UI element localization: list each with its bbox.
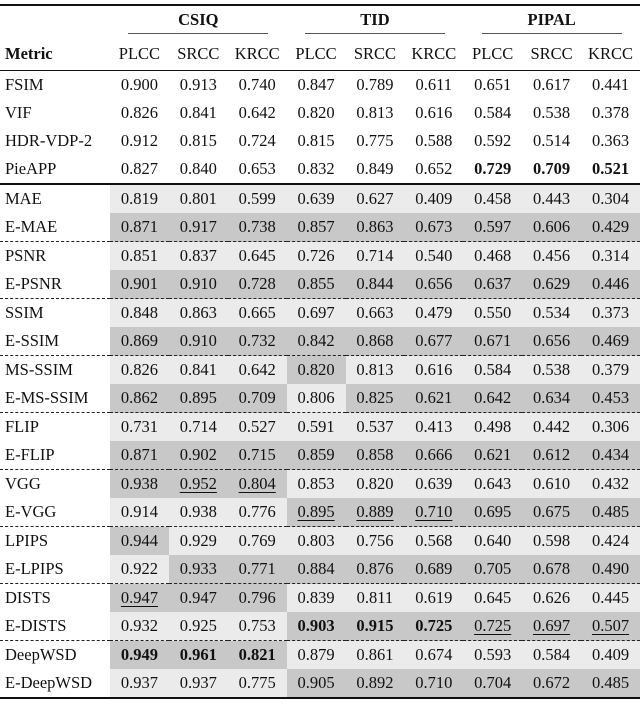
value-cell: 0.643 — [463, 470, 522, 499]
metric-name-cell: SSIM — [0, 299, 110, 328]
value-cell: 0.627 — [346, 184, 405, 213]
value-cell: 0.820 — [287, 356, 346, 385]
value-cell: 0.901 — [110, 270, 169, 299]
metric-name-cell: E-PSNR — [5, 274, 62, 293]
metric-name-cell: MS-SSIM — [0, 356, 110, 385]
group-header-csiq: CSIQ — [110, 5, 287, 38]
value-cell: 0.853 — [287, 470, 346, 499]
value-cell: 0.879 — [287, 641, 346, 670]
value-cell: 0.645 — [463, 584, 522, 613]
value-cell: 0.639 — [287, 184, 346, 213]
group-header-row — [0, 5, 640, 38]
value-cell: 0.796 — [228, 584, 287, 613]
value-cell: 0.813 — [356, 103, 394, 122]
value-cell: 0.861 — [346, 641, 405, 670]
value-cell: 0.591 — [287, 413, 346, 442]
metric-name-cell: LPIPS — [0, 527, 110, 556]
table-row — [0, 498, 640, 527]
value-cell: 0.656 — [522, 327, 581, 356]
value-cell: 0.653 — [238, 159, 276, 178]
value-cell: 0.884 — [287, 555, 346, 584]
value-cell: 0.485 — [581, 498, 640, 527]
value-cell: 0.729 — [474, 159, 512, 178]
value-cell: 0.820 — [297, 103, 335, 122]
value-cell: 0.640 — [463, 527, 522, 556]
table-row — [0, 270, 640, 299]
value-cell: 0.756 — [346, 527, 405, 556]
table-row — [0, 470, 640, 499]
value-cell: 0.479 — [404, 299, 463, 328]
value-cell: 0.663 — [346, 299, 405, 328]
value-cell: 0.815 — [179, 131, 217, 150]
table-row — [0, 299, 640, 328]
value-cell: 0.442 — [522, 413, 581, 442]
value-cell: 0.895 — [287, 498, 346, 527]
value-cell: 0.432 — [581, 470, 640, 499]
value-cell: 0.912 — [120, 131, 158, 150]
value-cell: 0.738 — [228, 213, 287, 242]
value-cell: 0.490 — [581, 555, 640, 584]
value-cell: 0.409 — [404, 184, 463, 213]
value-cell: 0.314 — [581, 242, 640, 271]
value-cell: 0.593 — [463, 641, 522, 670]
value-cell: 0.672 — [522, 669, 581, 698]
value-cell: 0.937 — [110, 669, 169, 698]
value-cell: 0.932 — [110, 612, 169, 641]
value-cell: 0.434 — [581, 441, 640, 470]
metric-name-cell: E-SSIM — [5, 331, 60, 350]
value-cell: 0.775 — [228, 669, 287, 698]
value-cell: 0.424 — [581, 527, 640, 556]
metric-name-cell: FSIM — [0, 71, 110, 100]
value-cell: 0.413 — [404, 413, 463, 442]
value-cell: 0.639 — [404, 470, 463, 499]
value-cell: 0.803 — [287, 527, 346, 556]
value-cell: 0.895 — [169, 384, 228, 413]
table-row — [0, 71, 640, 100]
value-cell: 0.868 — [346, 327, 405, 356]
value-cell: 0.944 — [110, 527, 169, 556]
value-cell: 0.710 — [404, 669, 463, 698]
value-cell: 0.378 — [591, 103, 630, 122]
value-cell: 0.642 — [238, 103, 276, 122]
value-cell: 0.697 — [287, 299, 346, 328]
subheader-cell: PLCC — [118, 44, 161, 63]
value-cell: 0.841 — [169, 356, 228, 385]
value-cell: 0.947 — [110, 584, 169, 613]
value-cell: 0.409 — [581, 641, 640, 670]
value-cell: 0.527 — [228, 413, 287, 442]
value-cell: 0.851 — [110, 242, 169, 271]
value-cell: 0.728 — [228, 270, 287, 299]
metric-name-cell: DeepWSD — [0, 641, 110, 670]
value-cell: 0.769 — [228, 527, 287, 556]
value-cell: 0.568 — [404, 527, 463, 556]
value-cell: 0.592 — [474, 131, 512, 150]
value-cell: 0.441 — [581, 71, 640, 100]
value-cell: 0.949 — [110, 641, 169, 670]
metric-name-cell: FLIP — [0, 413, 110, 442]
value-cell: 0.651 — [463, 71, 522, 100]
value-cell: 0.815 — [297, 131, 335, 150]
value-cell: 0.429 — [581, 213, 640, 242]
value-cell: 0.726 — [287, 242, 346, 271]
value-cell: 0.871 — [110, 441, 169, 470]
value-cell: 0.534 — [522, 299, 581, 328]
value-cell: 0.826 — [110, 356, 169, 385]
corner-cell — [0, 5, 110, 38]
value-cell: 0.656 — [404, 270, 463, 299]
value-cell: 0.922 — [110, 555, 169, 584]
value-cell: 0.863 — [346, 213, 405, 242]
value-cell: 0.910 — [169, 270, 228, 299]
value-cell: 0.443 — [522, 184, 581, 213]
value-cell: 0.619 — [404, 584, 463, 613]
value-cell: 0.905 — [287, 669, 346, 698]
table-row — [0, 384, 640, 413]
metric-name-cell: MAE — [0, 184, 110, 213]
value-cell: 0.538 — [533, 103, 571, 122]
value-cell: 0.710 — [404, 498, 463, 527]
value-cell: 0.869 — [110, 327, 169, 356]
metric-name-cell: E-DeepWSD — [0, 669, 110, 698]
value-cell: 0.469 — [581, 327, 640, 356]
value-cell: 0.665 — [228, 299, 287, 328]
value-cell: 0.913 — [169, 71, 228, 100]
table-row — [0, 327, 640, 356]
value-cell: 0.771 — [228, 555, 287, 584]
value-cell: 0.675 — [522, 498, 581, 527]
table-row — [0, 242, 640, 271]
value-cell: 0.917 — [169, 213, 228, 242]
value-cell: 0.937 — [169, 669, 228, 698]
value-cell: 0.848 — [110, 299, 169, 328]
value-cell: 0.611 — [404, 71, 463, 100]
value-cell: 0.915 — [346, 612, 405, 641]
value-cell: 0.724 — [238, 131, 276, 150]
subheader-cell: PLCC — [295, 44, 337, 63]
value-cell: 0.537 — [346, 413, 405, 442]
value-cell: 0.871 — [110, 213, 169, 242]
metric-name-cell: E-MS-SSIM — [5, 388, 89, 407]
subheader-cell: KRCC — [411, 44, 457, 63]
value-cell: 0.947 — [169, 584, 228, 613]
value-cell: 0.373 — [581, 299, 640, 328]
metric-name-cell: E-DISTS — [5, 616, 67, 635]
value-cell: 0.626 — [522, 584, 581, 613]
value-cell: 0.597 — [463, 213, 522, 242]
value-cell: 0.914 — [110, 498, 169, 527]
value-cell: 0.588 — [415, 131, 453, 150]
value-cell: 0.844 — [346, 270, 405, 299]
metric-name-cell: HDR-VDP-2 — [5, 131, 93, 150]
value-cell: 0.714 — [346, 242, 405, 271]
value-cell: 0.910 — [169, 327, 228, 356]
table-row — [0, 612, 640, 641]
table-body — [0, 5, 640, 698]
value-cell: 0.617 — [522, 71, 581, 100]
value-cell: 0.938 — [169, 498, 228, 527]
metric-name-cell: E-MAE — [5, 217, 58, 236]
value-cell: 0.933 — [169, 555, 228, 584]
metric-name-cell: PSNR — [0, 242, 110, 271]
metric-name-cell: VGG — [0, 470, 110, 499]
value-cell: 0.753 — [228, 612, 287, 641]
value-cell: 0.938 — [110, 470, 169, 499]
value-cell: 0.507 — [581, 612, 640, 641]
table-row — [0, 669, 640, 698]
subheader-cell: SRCC — [530, 44, 573, 63]
value-cell: 0.550 — [463, 299, 522, 328]
value-cell: 0.446 — [581, 270, 640, 299]
value-cell: 0.925 — [169, 612, 228, 641]
value-cell: 0.666 — [404, 441, 463, 470]
value-cell: 0.704 — [463, 669, 522, 698]
value-cell: 0.806 — [287, 384, 346, 413]
table-row — [0, 555, 640, 584]
table-row — [0, 155, 640, 184]
value-cell: 0.961 — [169, 641, 228, 670]
table-row — [0, 527, 640, 556]
value-cell: 0.637 — [463, 270, 522, 299]
value-cell: 0.857 — [287, 213, 346, 242]
value-cell: 0.819 — [110, 184, 169, 213]
value-cell: 0.841 — [179, 103, 217, 122]
value-cell: 0.715 — [228, 441, 287, 470]
subheader-cell: KRCC — [588, 44, 633, 63]
value-cell: 0.839 — [287, 584, 346, 613]
value-cell: 0.514 — [533, 131, 571, 150]
value-cell: 0.842 — [287, 327, 346, 356]
table-row — [0, 213, 640, 242]
value-cell: 0.876 — [346, 555, 405, 584]
value-cell: 0.695 — [463, 498, 522, 527]
value-cell: 0.863 — [169, 299, 228, 328]
value-cell: 0.616 — [404, 356, 463, 385]
subheader-cell: PLCC — [472, 44, 514, 63]
value-cell: 0.616 — [415, 103, 453, 122]
value-cell: 0.813 — [346, 356, 405, 385]
value-cell: 0.952 — [169, 470, 228, 499]
value-cell: 0.825 — [346, 384, 405, 413]
value-cell: 0.832 — [297, 159, 335, 178]
value-cell: 0.789 — [346, 71, 405, 100]
value-cell: 0.304 — [581, 184, 640, 213]
value-cell: 0.610 — [522, 470, 581, 499]
value-cell: 0.903 — [287, 612, 346, 641]
value-cell: 0.709 — [228, 384, 287, 413]
value-cell: 0.697 — [522, 612, 581, 641]
value-cell: 0.862 — [110, 384, 169, 413]
value-cell: 0.498 — [463, 413, 522, 442]
value-cell: 0.776 — [228, 498, 287, 527]
value-cell: 0.584 — [474, 103, 512, 122]
value-cell: 0.612 — [522, 441, 581, 470]
table-row — [0, 584, 640, 613]
value-cell: 0.634 — [522, 384, 581, 413]
value-cell: 0.673 — [404, 213, 463, 242]
table-row — [0, 356, 640, 385]
value-cell: 0.902 — [169, 441, 228, 470]
value-cell: 0.820 — [346, 470, 405, 499]
value-cell: 0.821 — [228, 641, 287, 670]
results-table — [0, 4, 640, 699]
metric-name-cell: VIF — [5, 103, 32, 122]
table-row — [0, 99, 640, 127]
value-cell: 0.801 — [169, 184, 228, 213]
value-cell: 0.731 — [110, 413, 169, 442]
value-cell: 0.732 — [228, 327, 287, 356]
value-cell: 0.849 — [356, 159, 394, 178]
subheader-row — [0, 38, 640, 71]
value-cell: 0.840 — [179, 159, 217, 178]
value-cell: 0.485 — [581, 669, 640, 698]
value-cell: 0.705 — [463, 555, 522, 584]
value-cell: 0.714 — [169, 413, 228, 442]
value-cell: 0.538 — [522, 356, 581, 385]
table-row — [0, 127, 640, 155]
value-cell: 0.889 — [346, 498, 405, 527]
value-cell: 0.468 — [463, 242, 522, 271]
metric-name-cell: E-VGG — [5, 502, 57, 521]
value-cell: 0.900 — [110, 71, 169, 100]
value-cell: 0.892 — [346, 669, 405, 698]
metric-name-cell: PieAPP — [5, 159, 57, 178]
value-cell: 0.645 — [228, 242, 287, 271]
table-row — [0, 413, 640, 442]
value-cell: 0.629 — [522, 270, 581, 299]
value-cell: 0.458 — [463, 184, 522, 213]
value-cell: 0.306 — [581, 413, 640, 442]
value-cell: 0.709 — [533, 159, 571, 178]
value-cell: 0.445 — [581, 584, 640, 613]
value-cell: 0.689 — [404, 555, 463, 584]
metric-name-cell: E-LPIPS — [5, 559, 64, 578]
value-cell: 0.521 — [591, 159, 630, 178]
value-cell: 0.621 — [463, 441, 522, 470]
value-cell: 0.599 — [228, 184, 287, 213]
value-cell: 0.363 — [591, 131, 630, 150]
value-cell: 0.725 — [463, 612, 522, 641]
value-cell: 0.671 — [463, 327, 522, 356]
table-row — [0, 184, 640, 213]
metric-name-cell: DISTS — [0, 584, 110, 613]
subheader-cell: KRCC — [234, 44, 280, 63]
value-cell: 0.929 — [169, 527, 228, 556]
value-cell: 0.456 — [522, 242, 581, 271]
table-row — [0, 441, 640, 470]
value-cell: 0.453 — [581, 384, 640, 413]
value-cell: 0.540 — [404, 242, 463, 271]
value-cell: 0.740 — [228, 71, 287, 100]
subheader-cell: SRCC — [177, 44, 220, 63]
value-cell: 0.859 — [287, 441, 346, 470]
value-cell: 0.858 — [346, 441, 405, 470]
value-cell: 0.621 — [404, 384, 463, 413]
value-cell: 0.804 — [228, 470, 287, 499]
value-cell: 0.606 — [522, 213, 581, 242]
table-row — [0, 641, 640, 670]
value-cell: 0.847 — [287, 71, 346, 100]
value-cell: 0.652 — [415, 159, 453, 178]
value-cell: 0.725 — [404, 612, 463, 641]
value-cell: 0.598 — [522, 527, 581, 556]
subheader-cell: SRCC — [353, 44, 397, 63]
value-cell: 0.379 — [581, 356, 640, 385]
value-cell: 0.826 — [120, 103, 158, 122]
metric-column-header: Metric — [5, 44, 53, 63]
value-cell: 0.584 — [463, 356, 522, 385]
value-cell: 0.837 — [169, 242, 228, 271]
value-cell: 0.678 — [522, 555, 581, 584]
metric-name-cell: E-FLIP — [5, 445, 55, 464]
value-cell: 0.827 — [120, 159, 158, 178]
value-cell: 0.811 — [346, 584, 405, 613]
group-header-pipal: PIPAL — [463, 5, 640, 38]
value-cell: 0.642 — [228, 356, 287, 385]
group-header-tid: TID — [287, 5, 464, 38]
value-cell: 0.674 — [404, 641, 463, 670]
value-cell: 0.677 — [404, 327, 463, 356]
value-cell: 0.584 — [522, 641, 581, 670]
value-cell: 0.642 — [463, 384, 522, 413]
value-cell: 0.855 — [287, 270, 346, 299]
value-cell: 0.775 — [356, 131, 394, 150]
